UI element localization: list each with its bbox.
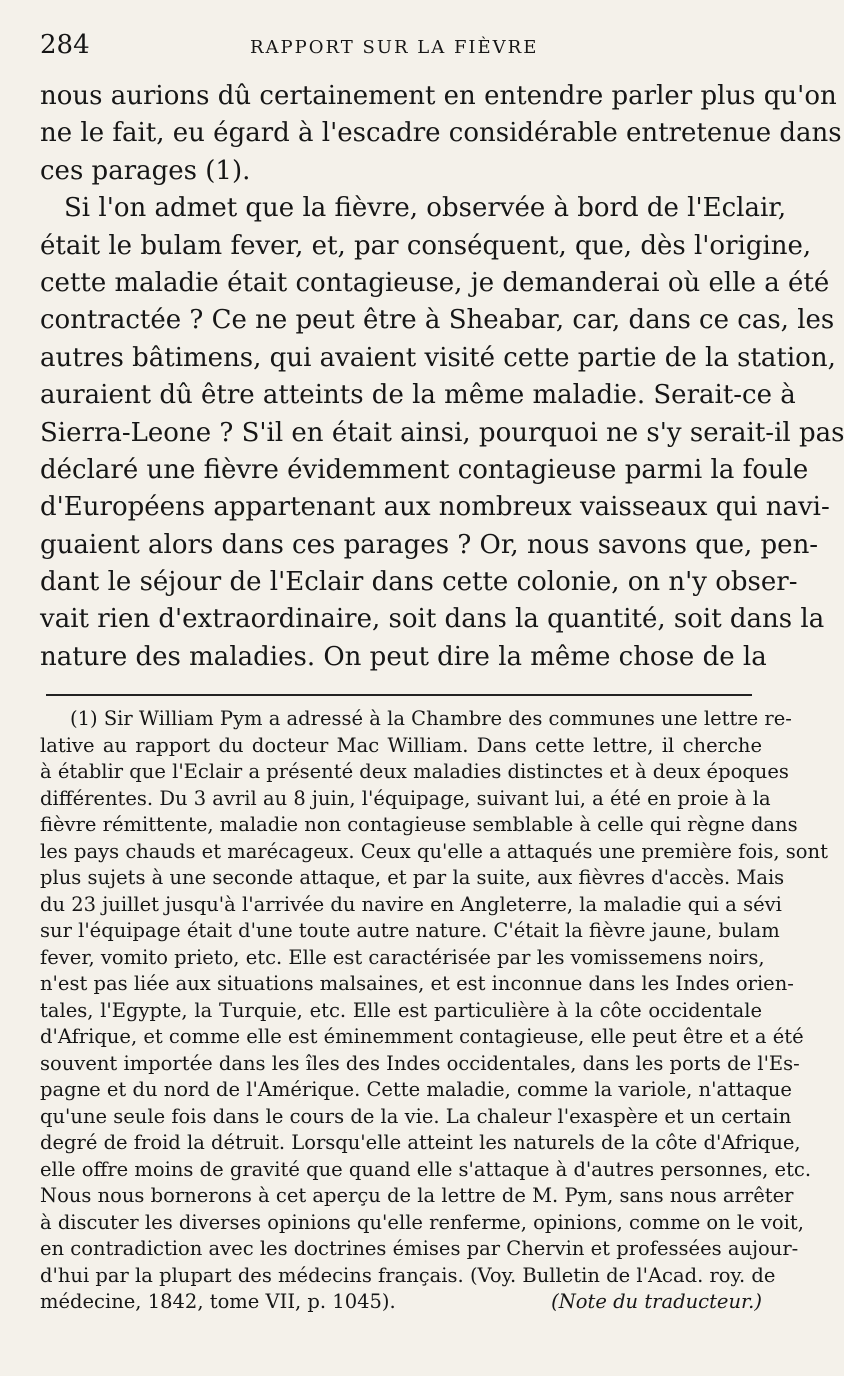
footnote-line: (1) Sir William Pym a adressé à la Chambre des communes une lettre re- — [70, 707, 792, 731]
footnote-rule — [46, 694, 752, 696]
footnote-line: pagne et du nord de l'Amérique. Cette maladie, comme la variole, n'attaque — [40, 1078, 792, 1102]
body-line: nous aurions dû certainement en entendre parler plus qu'on — [40, 81, 837, 111]
footnote-line: les pays chauds et marécageux. Ceux qu'elle a attaqués une première fois, sont — [40, 839, 828, 863]
footnote-line: plus sujets à une seconde attaque, et par la suite, aux fièvres d'accès. Mais — [40, 866, 785, 890]
footnote-line: à établir que l'Eclair a présenté deux maladies distinctes et à deux époques — [40, 760, 789, 784]
body-line: déclaré une fièvre évidemment contagieuse parmi la foule — [40, 454, 809, 485]
body-line: Si l'on admet que la fièvre, observée à bord de l'Eclair, — [64, 193, 787, 224]
footnote-line: en contradiction avec les doctrines émises par Chervin et professées aujour- — [40, 1237, 799, 1261]
footnote-line: fièvre rémittente, maladie non contagieuse semblable à celle qui règne dans — [40, 813, 798, 837]
running-head: RAPPORT SUR LA FIÈVRE — [250, 37, 539, 58]
footnote-line: fever, vomito prieto, etc. Elle est caractérisée par les vomissemens noirs, — [40, 945, 765, 969]
body-line: nature des maladies. On peut dire la même chose de la — [40, 641, 767, 672]
body-line: était le bulam fever, et, par conséquent, que, dès l'origine, — [40, 230, 812, 261]
footnote-line: à discuter les diverses opinions qu'elle renferme, opinions, comme on le voit, — [40, 1210, 804, 1234]
footnote-line: d'hui par la plupart des médecins français. (Voy. Bulletin de l'Acad. roy. de — [40, 1263, 776, 1287]
body-line: Sierra-Leone ? S'il en était ainsi, pourquoi ne s'y serait-il pas — [40, 417, 844, 448]
page-number: 284 — [40, 30, 90, 60]
footnote-line: médecine, 1842, tome VII, p. 1045). — [40, 1290, 396, 1314]
footnote-line: du 23 juillet jusqu'à l'arrivée du navire en Angleterre, la maladie qui a sévi — [40, 892, 782, 916]
page-header — [40, 30, 762, 74]
footnote-line: n'est pas liée aux situations malsaines, et est inconnue dans les Indes orien- — [40, 972, 794, 996]
body-line: cette maladie était contagieuse, je demanderai où elle a été — [40, 267, 830, 298]
footnote-line: différentes. Du 3 avril au 8 juin, l'équipage, suivant lui, a été en proie à la — [40, 786, 771, 810]
footnote-line: d'Afrique, et comme elle est éminemment contagieuse, elle peut être et a été — [40, 1025, 804, 1049]
footnote-line: tales, l'Egypte, la Turquie, etc. Elle est particulière à la côte occidentale — [40, 998, 762, 1022]
body-line: autres bâtimens, qui avaient visité cette partie de la station, — [40, 342, 836, 373]
footnote-credit: (Note du traducteur.) — [551, 1290, 762, 1314]
body-text — [40, 78, 844, 676]
body-line: ces parages (1). — [40, 155, 251, 186]
footnote-line: souvent importée dans les îles des Indes occidentales, dans les ports de l'Es- — [40, 1051, 800, 1075]
body-line: ne le fait, eu égard à l'escadre considérable entretenue dans — [40, 118, 842, 149]
footnote — [40, 706, 828, 1316]
footnote-line-last — [40, 1289, 762, 1316]
footnote-line: degré de froid la détruit. Lorsqu'elle atteint les naturels de la côte d'Afrique, — [40, 1131, 801, 1155]
footnote-line: Nous nous bornerons à cet aperçu de la lettre de M. Pym, sans nous arrêter — [40, 1184, 794, 1208]
body-line: vait rien d'extraordinaire, soit dans la quantité, soit dans la — [40, 604, 825, 635]
body-line: guaient alors dans ces parages ? Or, nous savons que, pen- — [40, 529, 819, 560]
footnote-line: elle offre moins de gravité que quand elle s'attaque à d'autres personnes, etc. — [40, 1157, 812, 1181]
footnote-line: lative au rapport du docteur Mac William. Dans cette lettre, il cherche — [40, 733, 762, 757]
body-line: contractée ? Ce ne peut être à Sheabar, car, dans ce cas, les — [40, 305, 835, 336]
footnote-line: sur l'équipage était d'une toute autre nature. C'était la fièvre jaune, bulam — [40, 919, 780, 943]
footnote-line: qu'une seule fois dans le cours de la vie. La chaleur l'exaspère et un certain — [40, 1104, 792, 1128]
body-line: auraient dû être atteints de la même maladie. Serait-ce à — [40, 380, 796, 411]
body-line: dant le séjour de l'Eclair dans cette colonie, on n'y obser- — [40, 567, 798, 598]
body-line: d'Européens appartenant aux nombreux vaisseaux qui navi- — [40, 492, 830, 523]
